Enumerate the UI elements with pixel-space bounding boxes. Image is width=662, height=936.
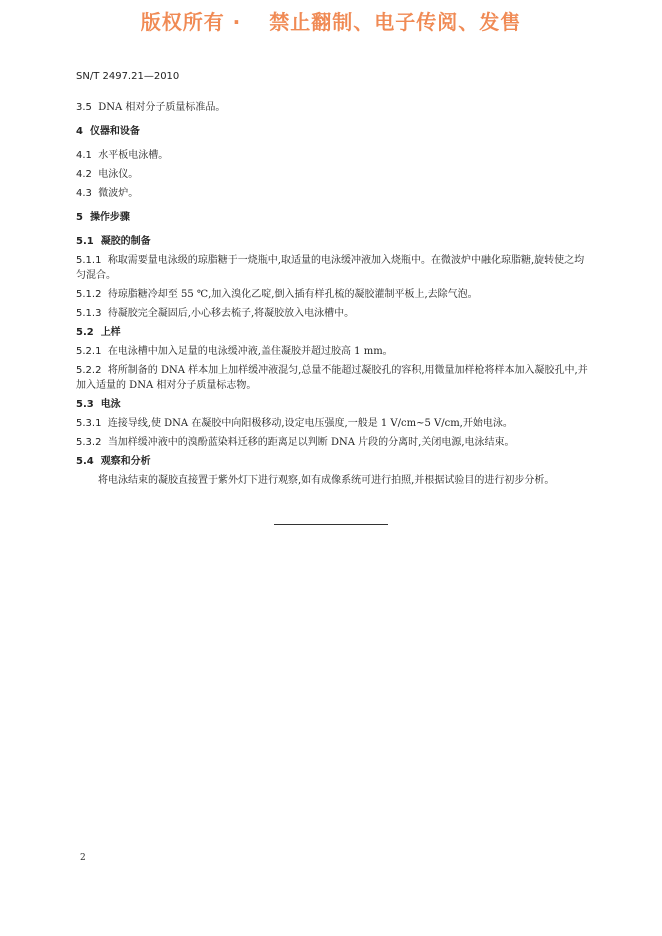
heading-number: 5.2 [76, 327, 94, 338]
clause-5-2-1 [76, 344, 588, 359]
clause-number: 5.3.1 [76, 418, 102, 429]
clause-5-4-body: 将电泳结束的凝胶直接置于紫外灯下进行观察,如有成像系统可进行拍照,并根据试验目的进行初步分析。 [98, 475, 555, 486]
clause-text: 电泳仪。 [98, 169, 139, 180]
heading-text: 观察和分析 [100, 456, 151, 467]
clause-text: 连接导线,使 DNA 在凝胶中向阳极移动,设定电压强度,一般是 1 V/cm~5 V/cm,开始电泳。 [107, 418, 513, 429]
clause-number: 4.2 [76, 169, 92, 180]
end-of-document-rule [274, 524, 388, 525]
heading-number: 4 [76, 126, 83, 137]
clause-number: 3.5 [76, 102, 92, 113]
clause-text: 水平板电泳槽。 [98, 150, 169, 161]
clause-5-2-2 [76, 363, 588, 393]
clause-number: 5.3.2 [76, 437, 102, 448]
clause-number: 5.1.1 [76, 255, 102, 266]
watermark-left: 版权所有 · [140, 10, 242, 34]
heading-text: 凝胶的制备 [100, 236, 151, 247]
clause-text: 在电泳槽中加入足量的电泳缓冲液,盖住凝胶并超过胶高 1 mm。 [107, 346, 393, 357]
heading-5 [76, 210, 588, 225]
heading-5-4 [76, 454, 588, 469]
clause-5-3-2 [76, 435, 588, 450]
clause-text: 待琼脂糖冷却至 55 ℃,加入溴化乙啶,倒入插有样孔梳的凝胶灌制平板上,去除气泡。 [107, 289, 478, 300]
clause-number: 4.3 [76, 188, 92, 199]
clause-number: 5.2.2 [76, 365, 102, 376]
clause-5-1-2 [76, 287, 588, 302]
heading-text: 操作步骤 [89, 212, 130, 223]
heading-text: 电泳 [100, 399, 121, 410]
clause-3-5 [76, 100, 588, 115]
heading-number: 5.4 [76, 456, 94, 467]
clause-4-3 [76, 186, 588, 201]
heading-number: 5 [76, 212, 83, 223]
heading-text: 仪器和设备 [89, 126, 140, 137]
clause-4-2 [76, 167, 588, 182]
clause-number: 5.1.3 [76, 308, 102, 319]
watermark-right: 禁止翻制、电子传阅、发售 [269, 10, 522, 34]
clause-text: 将所制备的 DNA 样本加上加样缓冲液混匀,总量不能超过凝胶孔的容积,用微量加样枪将样本加入凝胶孔中,并加入适量的 DNA 相对分子质量标志物。 [76, 365, 588, 391]
clause-text: 微波炉。 [98, 188, 139, 199]
clause-number: 4.1 [76, 150, 92, 161]
clause-number: 5.1.2 [76, 289, 102, 300]
heading-5-3 [76, 397, 588, 412]
copyright-watermark [0, 6, 662, 35]
clause-text: DNA 相对分子质量标准品。 [98, 102, 226, 113]
heading-number: 5.3 [76, 399, 94, 410]
clause-number: 5.2.1 [76, 346, 102, 357]
clause-5-1-3 [76, 306, 588, 321]
clause-5-3-1 [76, 416, 588, 431]
clause-text: 待凝胶完全凝固后,小心移去梳子,将凝胶放入电泳槽中。 [107, 308, 355, 319]
heading-5-2 [76, 325, 588, 340]
heading-number: 5.1 [76, 236, 94, 247]
clause-4-1 [76, 148, 588, 163]
heading-5-1 [76, 234, 588, 249]
clause-text: 当加样缓冲液中的溴酚蓝染料迁移的距离足以判断 DNA 片段的分离时,关闭电源,电泳结束。 [107, 437, 515, 448]
clause-5-1-1 [76, 253, 588, 283]
page-number: 2 [80, 853, 86, 863]
document-body [76, 100, 588, 488]
standard-code: SN/T 2497.21—2010 [76, 71, 180, 82]
heading-4 [76, 124, 588, 139]
heading-text: 上样 [100, 327, 121, 338]
clause-text: 称取需要量电泳级的琼脂糖于一烧瓶中,取适量的电泳缓冲液加入烧瓶中。在微波炉中融化琼脂糖,旋转使之均匀混合。 [76, 255, 585, 281]
